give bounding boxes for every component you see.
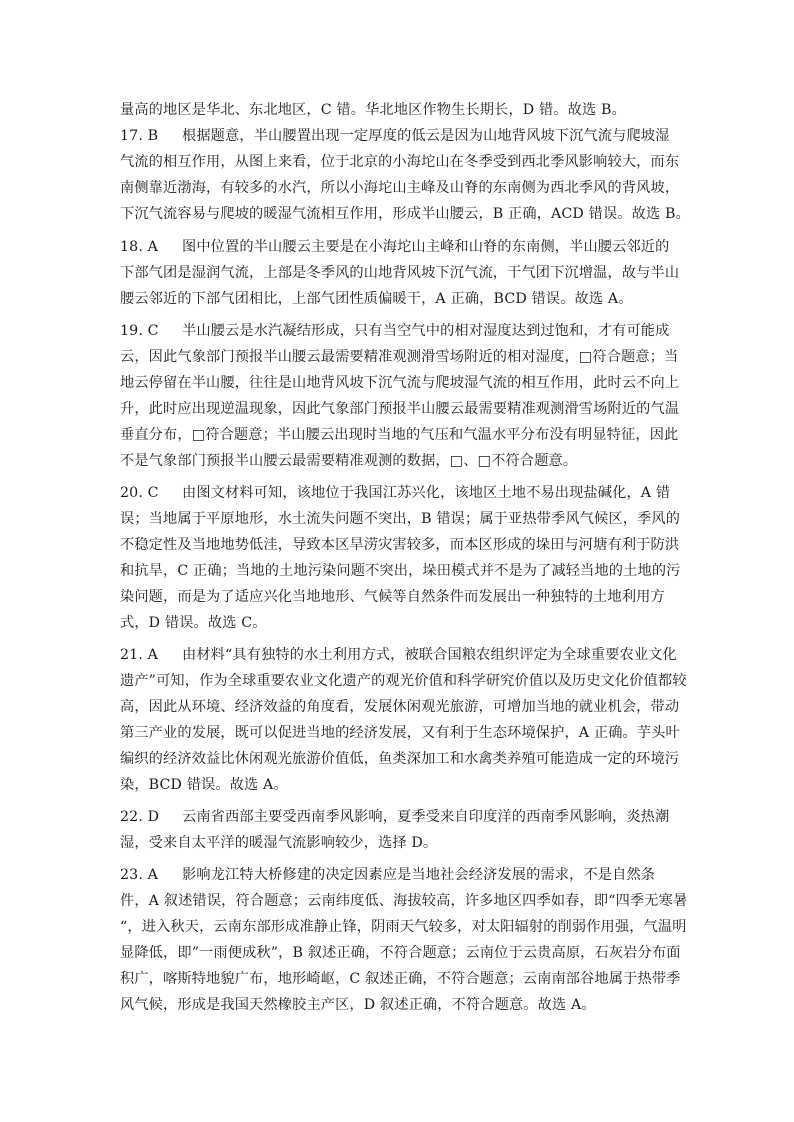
answer-text: 云南省西部主要受西南季风影响，夏季受来自印度洋的西南季风影响，炎热潮 — [182, 809, 670, 825]
text-line: 染，BCD 错误。故选 A。 — [120, 777, 288, 793]
text-line: 腰云邻近的下部气团相比，上部气团性质偏暖干，A 正确，BCD 错误。故选 A。 — [120, 291, 633, 307]
text-line: 风气候，形成是我国天然橡胶主产区，D 叙述正确，不符合题意。故选 A。 — [120, 997, 596, 1013]
text-line: 不是气象部门预报半山腰云最需要精准观测的数据，□、□不符合题意。 — [120, 453, 578, 469]
answer-18-line — [120, 236, 669, 256]
text-line: 积广，喀斯特地貌广布，地形崎岖，C 叙述正确，不符合题意；云南南部谷地属于热带季 — [120, 971, 681, 987]
answer-23-line — [120, 864, 655, 884]
answer-text: 图中位置的半山腰云主要是在小海坨山主峰和山脊的东南侧，半山腰云邻近的 — [182, 239, 670, 255]
text-line: 南侧靠近渤海，有较多的水汽，所以小海坨山主峰及山脊的东南侧为西北季风的背风坡， — [120, 180, 680, 196]
text-line: 地云停留在半山腰，往往是山地背风坡下沉气流与爬坡湿气流的相互作用，此时云不向上 — [120, 375, 680, 391]
text-line: 显降低，即”一雨便成秋”，B 叙述正确，不符合题意；云南位于云贵高原，石灰岩分布面 — [120, 945, 681, 961]
answer-text: 根据题意，半山腰置出现一定厚度的低云是因为山地背风坡下沉气流与爬坡湿 — [182, 128, 670, 144]
answer-number: 23. A — [120, 867, 159, 883]
text-line: 不稳定性及当地地势低洼，导致本区旱涝灾害较多，而本区形成的垛田与河塘有利于防洪 — [120, 537, 680, 553]
text-line: 误；当地属于平原地形，水土流失问题不突出，B 错误；属于亚热带季风气候区，季风的 — [120, 511, 681, 527]
text-line: 件，A 叙述错误，符合题意；云南纬度低、海拔较高，许多地区四季如春，即“四季无寒暑 — [120, 893, 688, 909]
text-line: 气流的相互作用，从图上来看，位于北京的小海坨山在冬季受到西北季风影响较大，而东 — [120, 154, 680, 170]
text-line: 升，此时应出现逆温现象，因此气象部门预报半山腰云最需要精准观测滑雪场附近的气温 — [120, 401, 680, 417]
answer-number: 22. D — [120, 809, 160, 825]
text-line: 云，因此气象部门预报半山腰云最需要精准观测滑雪场附近的相对湿度，□符合题意；当 — [120, 349, 679, 365]
answer-17-line — [120, 125, 669, 145]
text-line: 遗产”可知，作为全球重要农业文化遗产的观光价值和科学研究价值以及历史文化价值都较 — [120, 673, 687, 689]
text-line: “，进入秋天，云南东部形成准静止锋，阴雨天气较多，对太阳辐射的削弱作用强，气温明 — [120, 919, 687, 935]
answer-20-line — [120, 482, 670, 502]
answer-text: 半山腰云是水汽凝结形成，只有当空气中的相对湿度达到过饱和，才有可能成 — [182, 323, 670, 339]
text-line: 和抗旱，C 正确；当地的土地污染问题不突出，垛田模式并不是为了减轻当地的土地的污 — [120, 563, 681, 579]
text-line: 垂直分布，□符合题意；半山腰云出现时当地的气压和气温水平分布没有明显特征，因此 — [120, 427, 679, 443]
text-line: 湿，受来自太平洋的暖湿气流影响较少，选择 D。 — [120, 835, 438, 851]
answer-number: 20. C — [120, 485, 159, 501]
answer-number: 21. A — [120, 647, 159, 663]
answer-text: 由图文材料可知，该地位于我国江苏兴化，该地区土地不易出现盐碱化，A 错 — [182, 485, 671, 501]
text-line: 量高的地区是华北、东北地区，C 错。华北地区作物生长期长，D 错。故选 B。 — [120, 102, 626, 118]
text-line: 高，因此从环境、经济效益的角度看，发展休闲观光旅游，可增加当地的就业机会，带动 — [120, 699, 680, 715]
answer-number: 17. B — [120, 128, 159, 144]
text-line: 染问题，而是为了适应兴化当地地形、气候等自然条件而发展出一种独特的土地利用方 — [120, 589, 665, 605]
text-line: 编织的经济效益比休闲观光旅游价值低，鱼类深加工和水禽类养殖可能造成一定的环境污 — [120, 751, 680, 767]
text-line: 下沉气流容易与爬坡的暖湿气流相互作用，形成半山腰云，B 正确，ACD 错误。故选 B。 — [120, 206, 690, 222]
answer-19-line — [120, 320, 669, 340]
answer-22-line — [120, 806, 669, 826]
answer-21-line — [120, 644, 677, 664]
text-line: 第三产业的发展，既可以促进当地的经济发展，又有利于生态环境保护，A 正确。芋头叶 — [120, 725, 680, 741]
answer-number: 19. C — [120, 323, 159, 339]
answer-text: 影响龙江特大桥修建的决定因素应是当地社会经济发展的需求，不是自然条 — [182, 867, 656, 883]
text-line: 下部气团是湿润气流，上部是冬季风的山地背风坡下沉气流，干气团下沉增温，故与半山 — [120, 265, 680, 281]
answer-text: 由材料“具有独特的水土利用方式，被联合国粮农组织评定为全球重要农业文化 — [182, 647, 677, 663]
answer-number: 18. A — [120, 239, 159, 255]
text-line: 式，D 错误。故选 C。 — [120, 615, 267, 631]
